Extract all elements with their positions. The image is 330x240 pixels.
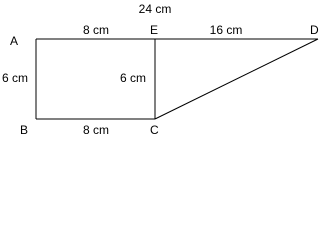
measurement-label-ab: 6 cm xyxy=(2,71,29,85)
vertex-label-c: C xyxy=(150,123,159,137)
total-length-label: 24 cm xyxy=(138,2,172,16)
vertex-label-b: B xyxy=(20,123,29,137)
segment-CD xyxy=(155,39,318,119)
measurement-label-ec: 6 cm xyxy=(120,71,147,85)
measurement-label-ae: 8 cm xyxy=(82,23,110,37)
measurement-label-ed: 16 cm xyxy=(209,23,243,37)
vertex-label-a: A xyxy=(10,34,19,48)
vertex-label-d: D xyxy=(310,23,319,37)
vertex-label-e: E xyxy=(150,23,159,37)
measurement-label-bc: 8 cm xyxy=(82,123,110,137)
